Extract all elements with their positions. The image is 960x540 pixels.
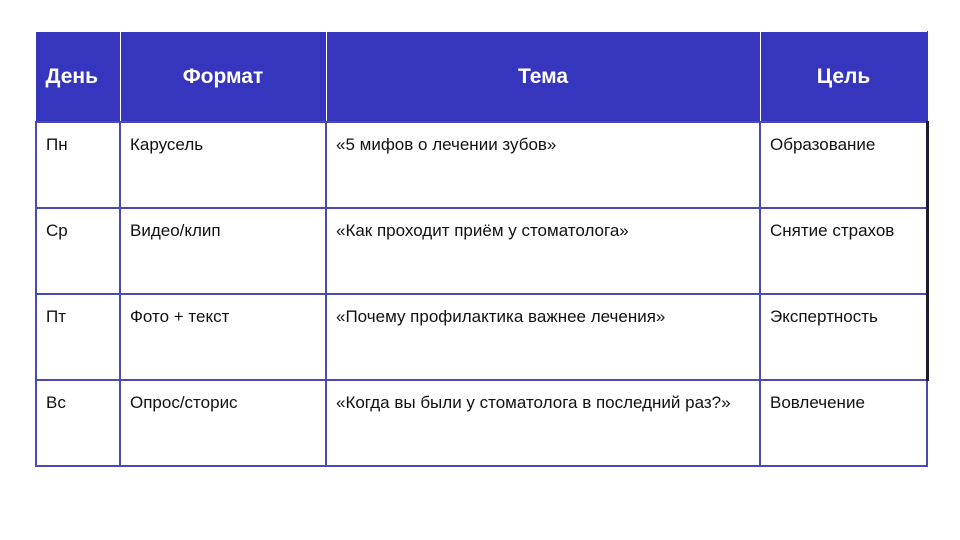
table-row bbox=[36, 380, 927, 466]
cell-day: Пт bbox=[36, 294, 120, 380]
table-row bbox=[36, 294, 927, 380]
table-row bbox=[36, 122, 927, 208]
cell-format: Видео/клип bbox=[120, 208, 326, 294]
content-plan-table bbox=[35, 31, 929, 467]
cell-day: Вс bbox=[36, 380, 120, 466]
cell-goal: Образование bbox=[760, 122, 927, 208]
header-day: День bbox=[36, 32, 120, 123]
cell-goal: Снятие страхов bbox=[760, 208, 927, 294]
cell-topic: «Как проходит приём у стоматолога» bbox=[326, 208, 760, 294]
table-header-row bbox=[36, 32, 927, 123]
cell-goal: Вовлечение bbox=[760, 380, 927, 466]
cell-format: Фото + текст bbox=[120, 294, 326, 380]
header-format: Формат bbox=[120, 32, 326, 123]
header-goal: Цель bbox=[760, 32, 927, 123]
cell-day: Пн bbox=[36, 122, 120, 208]
cell-goal: Экспертность bbox=[760, 294, 927, 380]
cell-format: Карусель bbox=[120, 122, 326, 208]
cell-topic: «Почему профилактика важнее лечения» bbox=[326, 294, 760, 380]
header-topic: Тема bbox=[326, 32, 760, 123]
cell-topic: «5 мифов о лечении зубов» bbox=[326, 122, 760, 208]
table-row bbox=[36, 208, 927, 294]
cell-day: Ср bbox=[36, 208, 120, 294]
cell-format: Опрос/сторис bbox=[120, 380, 326, 466]
cell-topic: «Когда вы были у стоматолога в последний раз?» bbox=[326, 380, 760, 466]
